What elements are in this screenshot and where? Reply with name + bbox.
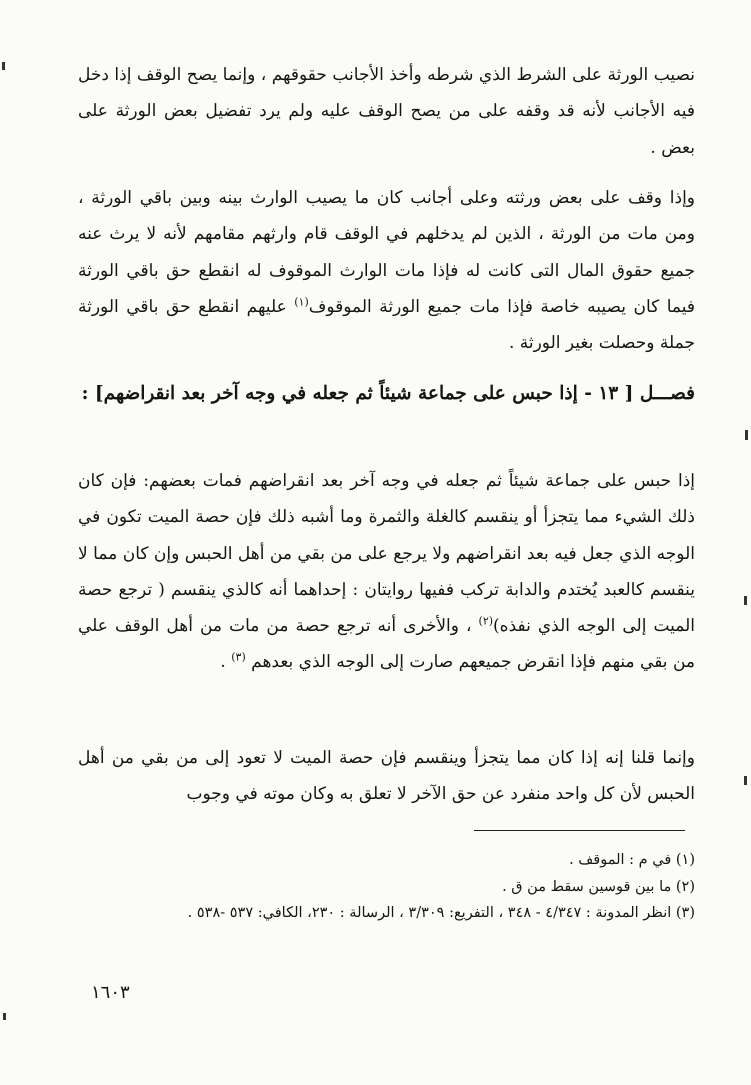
section-heading: فصـــل [ ١٣ - إذا حبس على جماعة شيئاً ثم جعله في وجه آخر بعد انقراضهم] :: [81, 383, 695, 404]
footnote-3: (٣) انظر المدونة : ٤/٣٤٧ - ٣٤٨ ، التفريع: ٣/٣٠٩ ، الرسالة : ٢٣٠، الكافي: ٥٣٧ -٥٣٨ .: [187, 905, 695, 921]
footnote-ref-3: (٣): [231, 650, 246, 664]
footnote-divider: [474, 830, 685, 831]
paragraph-3-end: .: [220, 652, 232, 673]
scan-mark-left: [2, 62, 5, 70]
paragraph-1: نصيب الورثة على الشرط الذي شرطه وأخذ الأجانب حقوقهم ، وإنما يصح الوقف إذا دخل فيه الأجانب لأنه قد وقفه على من يصح الوقف عليه ولم يرد تفضيل بعض الورثة على بعض .: [78, 65, 695, 158]
scan-mark-right: [744, 776, 747, 785]
paragraph-3-mid: ، والأخرى أنه ترجع حصة من مات من أهل الوقف علي من بقي منهم فإذا انقرض جميعهم صارت إلى الوجه الذي بعدهم: [78, 616, 695, 673]
paragraph-2-tail: عليهم انقطع حق باقي الورثة جملة وحصلت بغير الورثة .: [78, 296, 695, 354]
footnote-ref-1: (١): [294, 295, 309, 309]
scan-mark-right: [745, 430, 748, 440]
footnote-2: (٢) ما بين قوسين سقط من ق .: [502, 878, 695, 895]
scan-mark-right: [744, 596, 747, 605]
paragraph-2-ref-lead: الموقوف: [308, 296, 372, 317]
paragraph-2-text: وإذا وقف على بعض ورثته وعلى أجانب كان ما يصيب الوارث بينه وبين باقي الورثة ، ومن مات من الورثة ، الذين لم يدخلهم في الوقف قام وارثهم مقامهم لأنه لا يرث عنه جميع حقوق المال التى كانت له فإذا مات الوارث الموقوف له انقطع حق باقي الورثة فيما كان يصيبه خاصة فإذا مات جميع الورثة: [78, 188, 695, 317]
scan-mark-left: [3, 1013, 6, 1020]
paragraph-4: وإنما قلنا إنه إذا كان مما يتجزأ وينقسم فإن حصة الميت لا تعود إلى من بقي من أهل الحبس لأن كل واحد منفرد عن حق الآخر لا تعلق به وكان موته في وجوب: [78, 748, 695, 805]
footnote-1: (١) في م : الموقف .: [569, 852, 695, 868]
footnotes: [68, 847, 695, 927]
paragraph-2: [78, 180, 695, 361]
page-number: ١٦٠٣: [91, 982, 130, 1003]
footnote-ref-2: (٢): [478, 614, 494, 628]
paragraph-3: [78, 463, 695, 681]
paragraph-3-text: إذا حبس على جماعة شيئاً ثم جعله في وجه آخر بعد انقراضهم فمات بعضهم: فإن كان ذلك الشيء مما يتجزأ أو ينقسم كالغلة والثمرة وما أشبه ذلك فإن حصة الميت تكون في الوجه الذي جعل فيه بعد انقراضهم ولا يرجع على من بقي من أهل الحبس وإن كان مما لا ينقسم كالعبد يُختدم والدابة تركب ففيها روايتان : إحداهما أنه كالذي ينقسم ( ترجع حصة الميت إلى الوجه الذي نفذه): [78, 471, 696, 637]
